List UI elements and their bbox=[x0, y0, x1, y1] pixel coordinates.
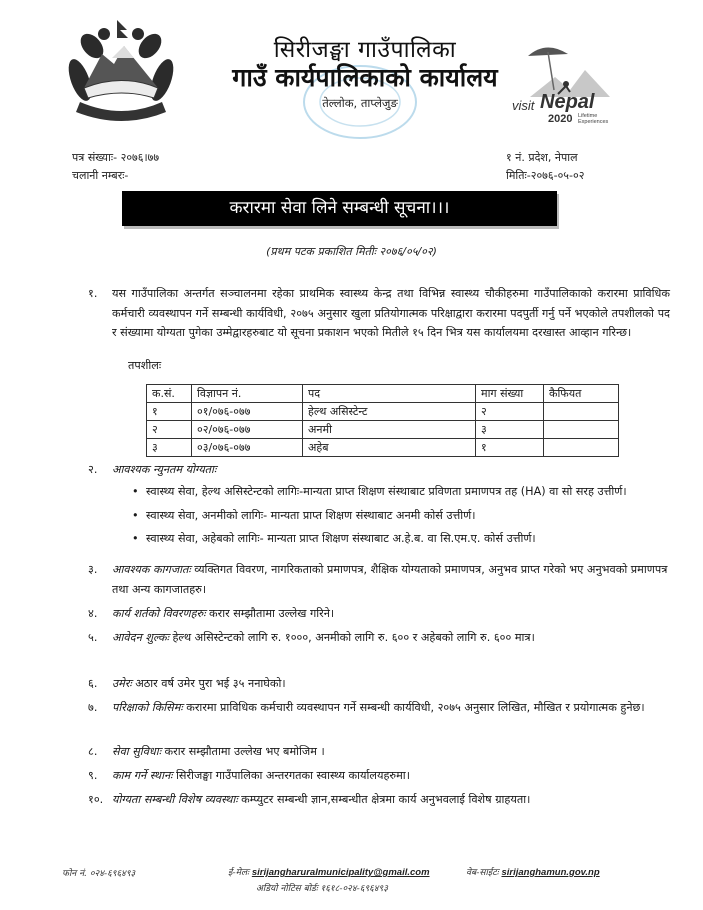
notice-title-banner bbox=[122, 191, 557, 226]
cell-demand: १ bbox=[476, 439, 544, 457]
details-label: तपशीलः bbox=[128, 359, 162, 372]
cell-serial: २ bbox=[147, 421, 192, 439]
footer-email bbox=[228, 865, 430, 878]
section-number: २. bbox=[88, 463, 98, 476]
cell-ad-number: ०१/०७६-०७७ bbox=[192, 403, 303, 421]
table-row bbox=[147, 403, 619, 421]
email-link[interactable]: sirijangharuralmunicipality@gmail.com bbox=[251, 867, 430, 878]
section-text: करार सम्झौतामा उल्लेख गरिने। bbox=[209, 607, 335, 620]
section-text: करार सम्झौतामा उल्लेख भए बमोजिम । bbox=[164, 745, 325, 758]
section-5 bbox=[88, 628, 678, 648]
section-number: ७. bbox=[88, 701, 98, 714]
section-text: अठार वर्ष उमेर पुरा भई ३५ ननाघेको। bbox=[135, 677, 286, 690]
cell-ad-number: ०२/०७६-०७७ bbox=[192, 421, 303, 439]
section-label: आवेदन शुल्कः bbox=[112, 631, 169, 644]
section-7 bbox=[88, 698, 678, 718]
cell-serial: ३ bbox=[147, 439, 192, 457]
section-text: हेल्थ असिस्टेन्टको लागि रु. १०००, अनमीको लागि रु. ६०० र अहेबको लागि रु. ६०० मात्र। bbox=[172, 631, 535, 644]
section-text: कम्प्युटर सम्बन्धी ज्ञान,सम्बन्धीत क्षेत्रमा कार्य अनुभवलाई विशेष ग्राहयता। bbox=[241, 793, 531, 806]
cell-remarks bbox=[544, 421, 619, 439]
section-number: ३. bbox=[88, 563, 98, 576]
visit-nepal-tagline bbox=[578, 113, 608, 125]
section-3 bbox=[88, 560, 678, 599]
footer-website bbox=[466, 865, 600, 878]
cell-demand: २ bbox=[476, 403, 544, 421]
column-header: क.सं. bbox=[147, 385, 192, 403]
section-4 bbox=[88, 604, 678, 624]
section-label: आवश्यक न्युनतम योग्यताः bbox=[112, 463, 217, 476]
cell-post: हेल्थ असिस्टेन्ट bbox=[303, 403, 476, 421]
visit-nepal-year: 2020 bbox=[548, 113, 573, 125]
qualification-list bbox=[132, 482, 667, 549]
section-8 bbox=[88, 742, 678, 762]
section-6 bbox=[88, 674, 678, 694]
section-text: व्यक्तिगत विवरण, नागरिकताको प्रमाणपत्र, शैक्षिक योग्यताको प्रमाणपत्र, अनुभव प्राप्त गरेको भए अनुभवको प्रमाणपत्र तथा अन्य कागजातहरु। bbox=[112, 563, 668, 596]
cell-ad-number: ०३/०७६-०७७ bbox=[192, 439, 303, 457]
table-row bbox=[147, 439, 619, 457]
section-9 bbox=[88, 766, 678, 786]
list-item: • स्वास्थ्य सेवा, हेल्थ असिस्टेन्टको लागिः-मान्यता प्राप्त शिक्षण संस्थाबाट प्रविणता प्रमाणपत्र तह (HA) वा सो सरह उत्तीर्ण। bbox=[132, 482, 667, 502]
notice-title: करारमा सेवा लिने सम्बन्धी सूचना।।। bbox=[229, 198, 450, 218]
office-name: गाउँ कार्यपालिकाको कार्यालय bbox=[232, 63, 498, 92]
section-number: ४. bbox=[88, 607, 98, 620]
table-header-row bbox=[147, 385, 619, 403]
published-date: (प्रथम पटक प्रकाशित मितीः २०७६/०५/०२) bbox=[266, 245, 437, 258]
section-number: १०. bbox=[88, 793, 104, 806]
section-number: ६. bbox=[88, 677, 98, 690]
section-label: कार्य शर्तको विवरणहरुः bbox=[112, 607, 206, 620]
column-header: कैफियत bbox=[544, 385, 619, 403]
section-label: उमेरः bbox=[112, 677, 132, 690]
office-address: तेल्लोक, ताप्लेजुङ bbox=[322, 96, 398, 110]
section-label: परिक्षाको किसिमः bbox=[112, 701, 183, 714]
section-number: ८. bbox=[88, 745, 98, 758]
vacancy-table bbox=[146, 384, 619, 457]
cell-remarks bbox=[544, 439, 619, 457]
municipality-name: सिरीजङ्घा गाउँपालिका bbox=[273, 37, 457, 63]
table-row bbox=[147, 421, 619, 439]
section-label: सेवा सुविधाः bbox=[112, 745, 161, 758]
column-header: माग संख्या bbox=[476, 385, 544, 403]
email-label: ई-मेलः bbox=[228, 868, 249, 878]
section-number: ९. bbox=[88, 769, 98, 782]
cell-serial: १ bbox=[147, 403, 192, 421]
cell-remarks bbox=[544, 403, 619, 421]
cell-post: अनमी bbox=[303, 421, 476, 439]
column-header: पद bbox=[303, 385, 476, 403]
reference-number: पत्र संख्याः- २०७६।७७ bbox=[72, 151, 160, 164]
section-2 bbox=[88, 460, 678, 480]
list-item: • स्वास्थ्य सेवा, अहेबको लागिः- मान्यता प्राप्त शिक्षण संस्थाबाट अ.हे.ब. वा सि.एम.ए. कोर्स उत्तीर्ण। bbox=[132, 529, 667, 549]
nepal-emblem-icon bbox=[62, 18, 180, 130]
section-1 bbox=[88, 284, 670, 343]
section-10 bbox=[88, 790, 678, 810]
section-number: ५. bbox=[88, 631, 98, 644]
section-label: योग्यता सम्बन्धी विशेष व्यवस्थाः bbox=[112, 793, 238, 806]
section-number: १. bbox=[88, 287, 98, 300]
cell-demand: ३ bbox=[476, 421, 544, 439]
visit-nepal-visit: visit bbox=[512, 98, 535, 113]
cell-post: अहेब bbox=[303, 439, 476, 457]
column-header: विज्ञापन नं. bbox=[192, 385, 303, 403]
tagline-experiences: Experiences bbox=[578, 119, 609, 125]
section-text: सिरीजङ्घा गाउँपालिका अन्तरगतका स्वास्थ्य कार्यालयहरुमा। bbox=[176, 769, 410, 782]
footer-phone: फोन नं. ०२४-६९६४९३ bbox=[62, 869, 136, 879]
tagline-lifetime: Lifetime bbox=[578, 113, 598, 119]
visit-nepal-nepal: Nepal bbox=[540, 91, 595, 113]
list-item: • स्वास्थ्य सेवा, अनमीको लागिः- मान्यता प्राप्त शिक्षण संस्थाबाट अनमी कोर्स उत्तीर्ण। bbox=[132, 506, 667, 526]
website-label: वेब-साईटः bbox=[466, 868, 499, 878]
dispatch-number: चलानी नम्बरः- bbox=[72, 169, 129, 182]
section-text: करारमा प्राविधिक कर्मचारी व्यवस्थापन गर्ने सम्बन्धी कार्यविधी, २०७५ अनुसार लिखित, मौखित र प्रयोगात्मक हुनेछ। bbox=[186, 701, 645, 714]
province: १ नं. प्रदेश, नेपाल bbox=[506, 151, 578, 164]
section-text: यस गाउँपालिका अन्तर्गत सञ्चालनमा रहेका प्राथमिक स्वास्थ्य केन्द्र तथा विभिन्न स्वास्थ्य चौकीहरुमा गाउँपालिकाको करारमा प्राविधिक कर्मचारी व्यवस्थापन गर्ने सम्बन्धी कार्यविधी, २०७५ अनुसार खुला प्रतियोगात्मक परिक्षाद्वारा करारमा पदपुर्ती गर्नु पर्ने भएकोले तपशीलको पद र संख्यामा योग्यता पुगेका उम्मेद्वारहरुबाट यो सूचना प्रकाशन भएको मितीले १५ दिन भित्र यस कार्यालयमा दरखास्त आव्हान गरिन्छ। bbox=[112, 287, 670, 339]
section-label: आवश्यक कागजातः bbox=[112, 563, 191, 576]
website-link[interactable]: sirijanghamun.gov.np bbox=[501, 867, 600, 878]
section-label: काम गर्ने स्थानः bbox=[112, 769, 173, 782]
letter-date: मितिः-२०७६-०५-०२ bbox=[506, 169, 585, 182]
footer-radio-notice: अडियो नोटिस बोर्डः १६१८-०२४-६९६४९३ bbox=[256, 884, 388, 894]
